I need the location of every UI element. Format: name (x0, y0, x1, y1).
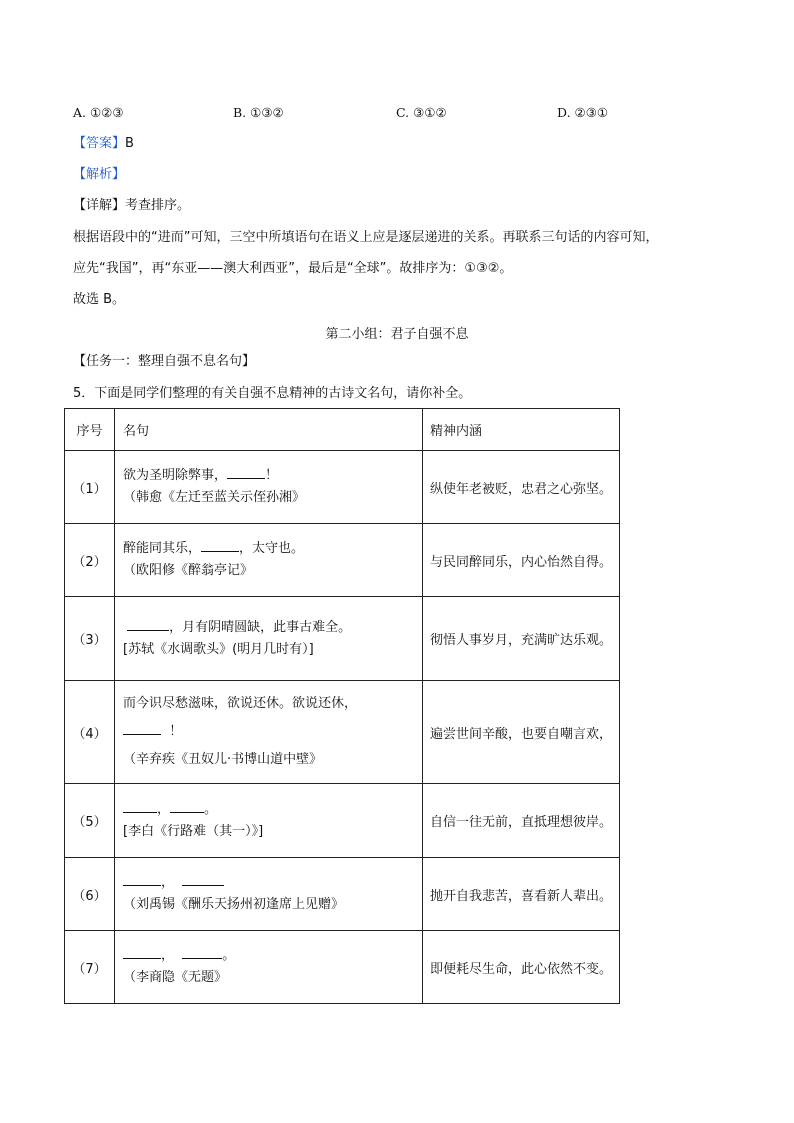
answer-value: B (125, 136, 134, 151)
table-header-row (65, 409, 620, 451)
analysis-line (73, 167, 125, 183)
quote-source: （韩愈《左迁至蓝关示侄孙湘》 (123, 490, 306, 505)
header-num: 序号 (65, 409, 115, 451)
quote-text: 欲为圣明除弊事， (123, 468, 228, 483)
fill-blank[interactable] (227, 466, 265, 479)
quote-text: 而今识尽愁滋味，欲说还休。欲说还休， (123, 696, 358, 711)
quote-cell (115, 858, 423, 931)
table-row (65, 931, 620, 1004)
fill-blank[interactable] (127, 618, 169, 631)
fill-blank[interactable] (182, 946, 222, 959)
quote-text: ， (161, 948, 175, 963)
quote-source: （刘禹锡《酬乐天扬州初逢席上见赠》 (123, 897, 345, 912)
quotes-table (64, 408, 620, 1004)
quote-text: ！ (169, 724, 183, 739)
quote-cell (115, 524, 423, 597)
fill-blank[interactable] (170, 800, 204, 813)
quote-text: 。 (204, 801, 218, 817)
row-num: （6） (65, 858, 115, 931)
quote-source: （李商隐《无题》 (123, 970, 228, 985)
explanation-line-2: 应先“我国”，再“东亚——澳大利西亚”，最后是“全球”。故排序为：①③②。 (73, 261, 513, 276)
quote-cell (115, 784, 423, 858)
spirit-cell: 自信一往无前，直抵理想彼岸。 (423, 784, 620, 858)
answer-line (73, 136, 134, 152)
spirit-cell: 与民同醉同乐，内心怡然自得。 (423, 524, 620, 597)
explanation-line-1: 根据语段中的“进而”可知，三空中所填语句在语义上应是逐层递进的关系。再联系三句话的内容可知， (73, 230, 659, 245)
table-row (65, 784, 620, 858)
spirit-cell: 遍尝世间辛酸，也要自嘲言欢， (423, 681, 620, 784)
fill-blank[interactable] (182, 873, 224, 886)
option-c: C. ③①② (396, 105, 447, 120)
header-spirit: 精神内涵 (423, 409, 620, 451)
table-row (65, 451, 620, 524)
quote-source: （欧阳修《醉翁亭记》 (123, 563, 254, 578)
table-row (65, 858, 620, 931)
fill-blank[interactable] (123, 800, 157, 813)
option-a: A. ①②③ (73, 105, 124, 120)
explanation-line-3: 故选 B。 (73, 292, 126, 307)
answer-tag: 【答案】 (73, 136, 126, 151)
table-row (65, 597, 620, 681)
quote-cell (115, 681, 423, 784)
quote-source: [李白《行路难（其一）》] (123, 823, 264, 839)
fill-blank[interactable] (123, 873, 161, 886)
quote-text: ，月有阴晴圆缺，此事古难全。 (169, 619, 352, 635)
spirit-cell: 抛开自我悲苦，喜看新人辈出。 (423, 858, 620, 931)
fill-blank[interactable] (123, 722, 161, 735)
quote-cell (115, 451, 423, 524)
row-num: （4） (65, 681, 115, 784)
row-num: （7） (65, 931, 115, 1004)
header-quote: 名句 (115, 409, 423, 451)
option-b: B. ①③② (233, 105, 284, 120)
fill-blank[interactable] (123, 946, 161, 959)
fill-blank[interactable] (201, 539, 239, 552)
quote-source: （辛弃疾《丑奴儿·书博山道中壁》 (123, 752, 323, 767)
spirit-cell: 即便耗尽生命，此心依然不变。 (423, 931, 620, 1004)
quote-text: ！ (265, 468, 279, 483)
quote-source: [苏轼《水调歌头》(明月几时有）] (123, 641, 314, 657)
quote-text: ， (161, 875, 175, 890)
question-text: 5．下面是同学们整理的有关自强不息精神的古诗文名句，请你补全。 (73, 386, 472, 401)
quote-cell (115, 931, 423, 1004)
row-num: （2） (65, 524, 115, 597)
row-num: （3） (65, 597, 115, 681)
spirit-cell: 彻悟人事岁月，充满旷达乐观。 (423, 597, 620, 681)
detail-text: 考查排序。 (125, 198, 191, 213)
analysis-tag: 【解析】 (73, 167, 126, 182)
quote-text: ， (157, 801, 171, 817)
task-heading: 【任务一：整理自强不息名句】 (73, 354, 256, 369)
spirit-cell: 纵使年老被贬，忠君之心弥坚。 (423, 451, 620, 524)
detail-line (73, 198, 190, 214)
detail-tag: 【详解】 (73, 198, 126, 213)
quote-text: ，太守也。 (239, 541, 305, 556)
section-title: 第二小组：君子自强不息 (325, 327, 469, 342)
option-d: D. ②③① (557, 105, 609, 120)
quote-cell (115, 597, 423, 681)
row-num: （1） (65, 451, 115, 524)
table-row (65, 524, 620, 597)
table-row (65, 681, 620, 784)
quote-text: 醉能同其乐， (123, 541, 202, 556)
quote-text: 。 (222, 948, 236, 963)
row-num: （5） (65, 784, 115, 858)
